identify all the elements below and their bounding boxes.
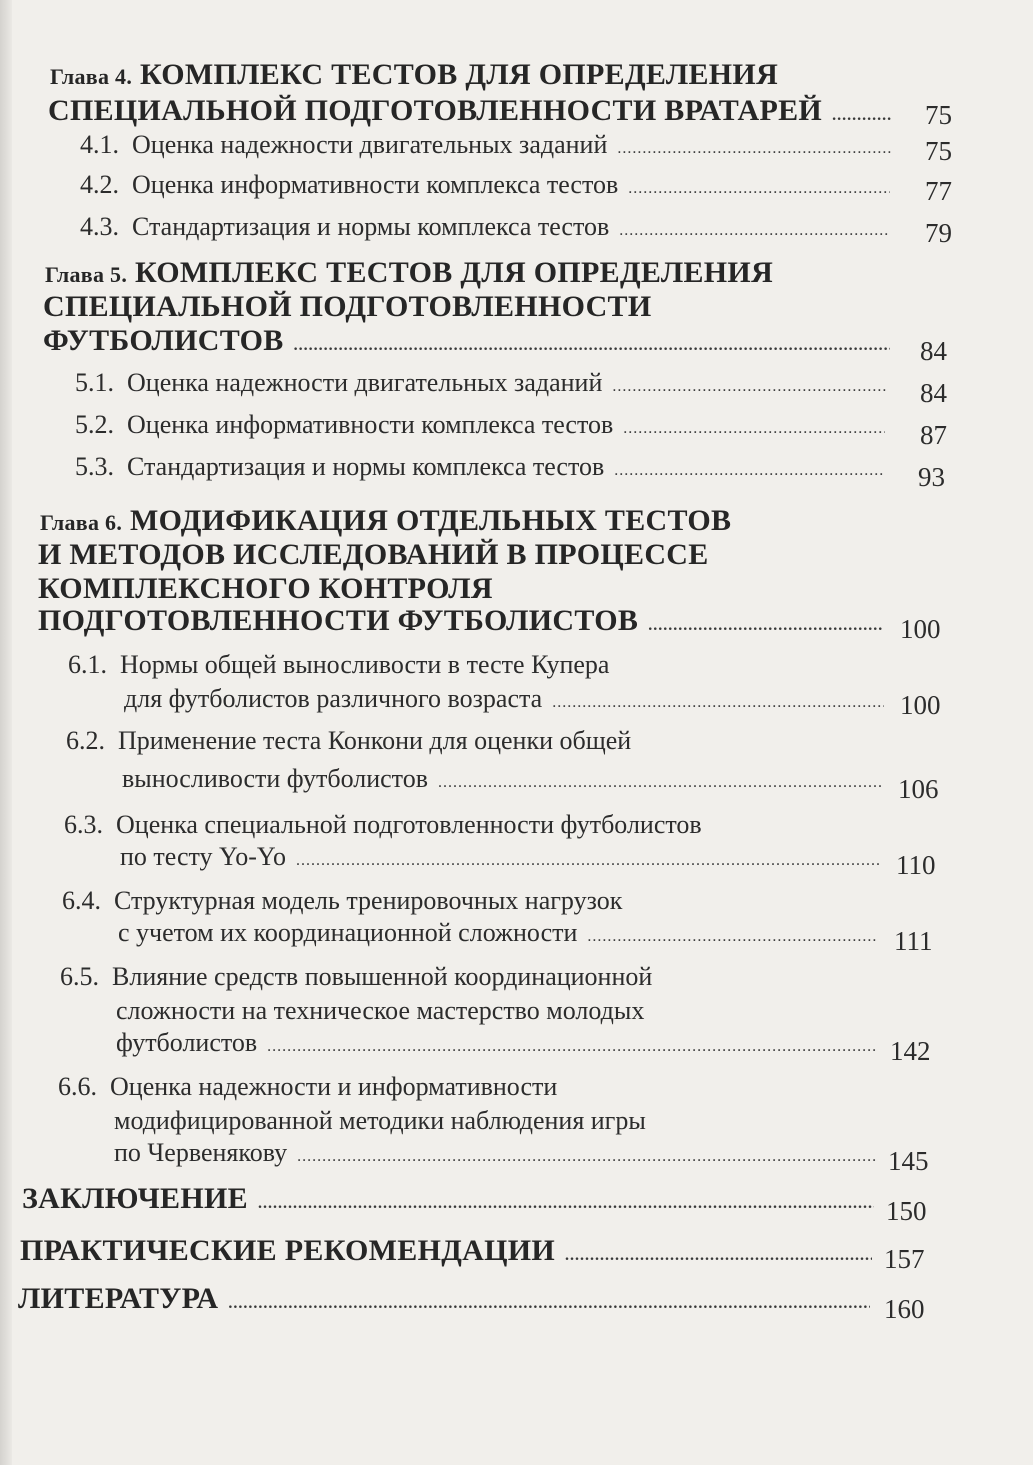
section-title-line3: футболистов <box>116 1028 258 1057</box>
section-5-2-page: 87 <box>920 420 947 450</box>
literature-title: ЛИТЕРАТУРА <box>18 1282 219 1315</box>
chapter-6-title-line2: И МЕТОДОВ ИССЛЕДОВАНИЙ В ПРОЦЕССЕ <box>38 538 709 571</box>
section-5-1[interactable] <box>75 368 895 398</box>
section-5-3[interactable] <box>75 452 893 482</box>
leader-dots <box>617 140 892 158</box>
leader-dots <box>438 774 882 792</box>
section-6-6-line3[interactable] <box>114 1138 884 1168</box>
section-title: Оценка информативности комплекса тестов <box>132 170 619 199</box>
section-6-6-page: 145 <box>888 1146 929 1176</box>
section-6-3-page: 110 <box>896 850 936 880</box>
chapter-6-title-line3: КОМПЛЕКСНОГО КОНТРОЛЯ <box>38 572 493 605</box>
section-6-2-page: 106 <box>898 774 939 804</box>
leader-dots <box>832 107 892 125</box>
recommendations-page: 157 <box>884 1244 925 1274</box>
section-title-line2: для футболистов различного возраста <box>124 684 543 713</box>
leader-dots <box>258 1195 874 1213</box>
section-number: 6.1. <box>68 650 107 679</box>
section-5-1-page: 84 <box>920 378 947 408</box>
leader-dots <box>294 337 890 355</box>
section-number: 5.1. <box>75 368 114 397</box>
section-4-1[interactable] <box>80 130 900 160</box>
leader-dots <box>648 617 882 635</box>
section-4-2[interactable] <box>80 170 898 200</box>
leader-dots <box>565 1247 872 1265</box>
section-title-line3: по Червенякову <box>114 1138 288 1167</box>
chapter-6-title-line4: ПОДГОТОВЛЕННОСТИ ФУТБОЛИСТОВ <box>38 604 639 637</box>
section-number: 4.2. <box>80 170 119 199</box>
section-6-4-line2[interactable] <box>118 918 886 948</box>
section-6-3-line1[interactable] <box>64 810 702 840</box>
section-number: 6.4. <box>62 886 101 915</box>
chapter-5-title-line1: КОМПЛЕКС ТЕСТОВ ДЛЯ ОПРЕДЕЛЕНИЯ <box>134 256 774 289</box>
recommendations-entry[interactable] <box>20 1234 880 1268</box>
section-number: 5.3. <box>75 452 114 481</box>
section-6-4-page: 111 <box>894 926 933 956</box>
section-6-6-line2: модифицированной методики наблюдения игры <box>114 1106 646 1135</box>
chapter-5-entry[interactable] <box>43 324 898 358</box>
leader-dots <box>612 378 887 396</box>
section-4-1-page: 75 <box>925 136 952 166</box>
section-6-1-page: 100 <box>900 690 941 720</box>
section-4-2-page: 77 <box>925 176 952 206</box>
section-number: 6.5. <box>60 962 99 991</box>
section-4-3-page: 79 <box>925 218 952 248</box>
section-title-line1: Структурная модель тренировочных нагрузок <box>114 886 623 915</box>
leader-dots <box>619 222 890 240</box>
section-title-line1: Применение теста Конкони для оценки общей <box>118 726 632 755</box>
chapter-6-page: 100 <box>900 614 941 644</box>
literature-page: 160 <box>884 1294 925 1324</box>
chapter-6-label: Глава 6. <box>40 510 123 535</box>
section-title: Стандартизация и нормы комплекса тестов <box>127 452 605 481</box>
section-title-line2: по тесту Yo-Yo <box>120 842 287 871</box>
chapter-5-page: 84 <box>920 336 947 366</box>
section-number: 4.1. <box>80 130 119 159</box>
section-6-5-line2: сложности на техническое мастерство молодых <box>116 996 645 1025</box>
leader-dots <box>296 852 880 870</box>
section-title-line1: Оценка надежности и информативности <box>110 1072 558 1101</box>
literature-entry[interactable] <box>18 1282 878 1316</box>
recommendations-title: ПРАКТИЧЕСКИЕ РЕКОМЕНДАЦИИ <box>20 1234 556 1267</box>
section-6-5-line3[interactable] <box>116 1028 884 1058</box>
leader-dots <box>552 694 884 712</box>
section-title: Оценка надежности двигательных заданий <box>127 368 603 397</box>
leader-dots <box>614 462 885 480</box>
chapter-4-label: Глава 4. <box>50 64 133 89</box>
section-number: 4.3. <box>80 212 119 241</box>
section-4-3[interactable] <box>80 212 898 242</box>
leader-dots <box>267 1038 876 1056</box>
section-6-3-line2[interactable] <box>120 842 888 872</box>
section-title-line2: с учетом их координационной сложности <box>118 918 578 947</box>
section-title: Оценка информативности комплекса тестов <box>127 410 614 439</box>
leader-dots <box>628 180 890 198</box>
section-title-line1: Оценка специальной подготовленности футболистов <box>116 810 702 839</box>
chapter-4-title-line2: СПЕЦИАЛЬНОЙ ПОДГОТОВЛЕННОСТИ ВРАТАРЕЙ <box>48 94 823 127</box>
section-title: Оценка надежности двигательных заданий <box>132 130 608 159</box>
section-6-5-page: 142 <box>890 1036 931 1066</box>
leader-dots <box>297 1148 876 1166</box>
chapter-5-label: Глава 5. <box>45 262 128 287</box>
chapter-5-title-line3: ФУТБОЛИСТОВ <box>43 324 284 357</box>
section-5-2[interactable] <box>75 410 893 440</box>
section-title-line1: Нормы общей выносливости в тесте Купера <box>120 650 610 679</box>
section-5-3-page: 93 <box>918 462 945 492</box>
section-6-4-line1[interactable] <box>62 886 622 916</box>
section-6-1-line2[interactable] <box>124 684 892 714</box>
chapter-6-title-line1: МОДИФИКАЦИЯ ОТДЕЛЬНЫХ ТЕСТОВ <box>129 504 732 537</box>
section-6-1-line1[interactable] <box>68 650 609 680</box>
section-6-2-line1[interactable] <box>66 726 631 756</box>
section-number: 6.3. <box>64 810 103 839</box>
conclusion-page: 150 <box>886 1196 927 1226</box>
section-title: Стандартизация и нормы комплекса тестов <box>132 212 610 241</box>
chapter-4-page: 75 <box>925 100 952 130</box>
leader-dots <box>587 928 878 946</box>
section-title-line2: выносливости футболистов <box>122 764 428 793</box>
leader-dots <box>228 1295 870 1313</box>
conclusion-title: ЗАКЛЮЧЕНИЕ <box>22 1182 248 1215</box>
section-6-6-line1[interactable] <box>58 1072 557 1102</box>
chapter-4-title-line1: КОМПЛЕКС ТЕСТОВ ДЛЯ ОПРЕДЕЛЕНИЯ <box>139 58 779 91</box>
section-title-line1: Влияние средств повышенной координационной <box>112 962 653 991</box>
chapter-4-entry[interactable] <box>48 94 900 128</box>
section-6-2-line2[interactable] <box>122 764 890 794</box>
chapter-5-heading-line1 <box>45 256 773 290</box>
chapter-4-heading-line1 <box>50 58 778 92</box>
section-number: 5.2. <box>75 410 114 439</box>
section-number: 6.6. <box>58 1072 97 1101</box>
section-number: 6.2. <box>66 726 105 755</box>
conclusion-entry[interactable] <box>22 1182 882 1216</box>
chapter-6-heading-line1 <box>40 504 731 538</box>
chapter-5-title-line2: СПЕЦИАЛЬНОЙ ПОДГОТОВЛЕННОСТИ <box>43 290 652 323</box>
leader-dots <box>623 420 885 438</box>
chapter-6-entry[interactable] <box>38 604 890 638</box>
section-6-5-line1[interactable] <box>60 962 652 992</box>
